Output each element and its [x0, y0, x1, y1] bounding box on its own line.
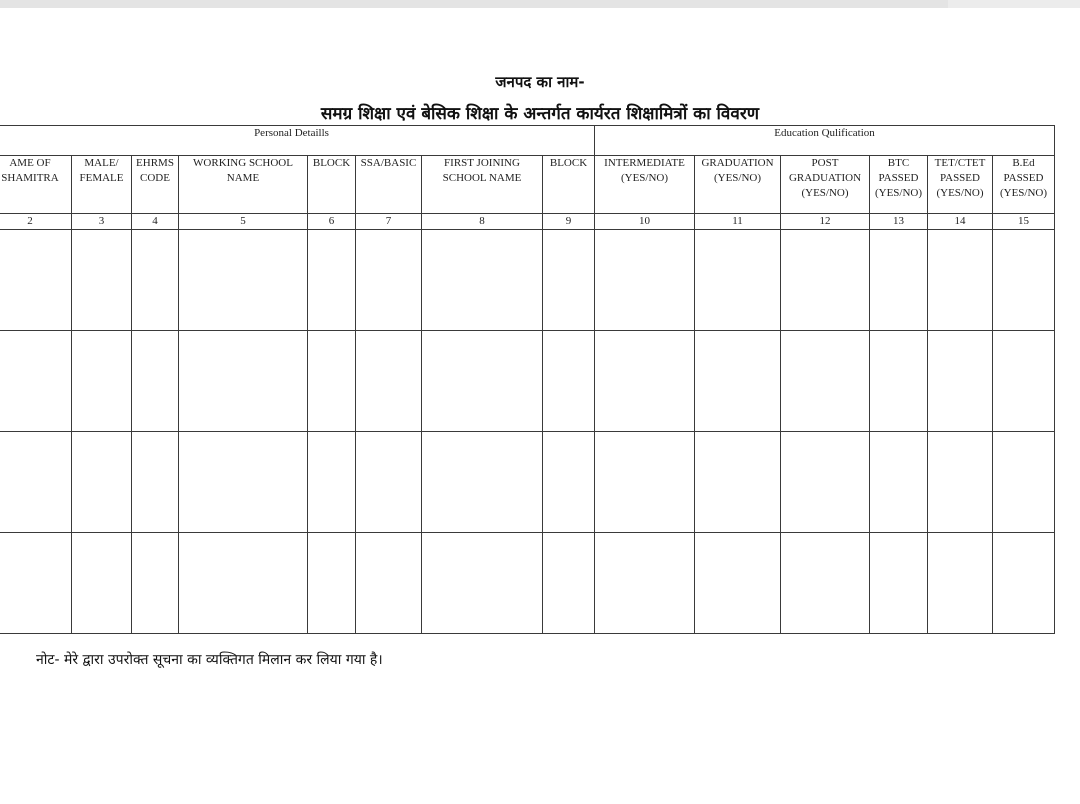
empty-cell [422, 533, 543, 634]
col-header-gender: MALE/ FEMALE [72, 156, 132, 214]
table-row [0, 230, 1055, 331]
col-header-intermediate: INTERMEDIATE (YES/NO) [595, 156, 695, 214]
empty-cell [0, 230, 72, 331]
empty-cell [356, 331, 422, 432]
empty-cell [870, 230, 928, 331]
col-number: 2 [0, 214, 72, 230]
col-header-btc: BTC PASSED (YES/NO) [870, 156, 928, 214]
empty-cell [595, 331, 695, 432]
col-number: 7 [356, 214, 422, 230]
col-number: 5 [179, 214, 308, 230]
empty-cell [179, 432, 308, 533]
empty-cell [356, 230, 422, 331]
col-number: 13 [870, 214, 928, 230]
empty-cell [543, 230, 595, 331]
empty-cell [595, 533, 695, 634]
table-row [0, 533, 1055, 634]
verification-note: नोट- मेरे द्वारा उपरोक्त सूचना का व्यक्तिगत मिलान कर लिया गया है। [36, 652, 383, 668]
group-education-qualification: Education Qulification [595, 126, 1055, 156]
empty-cell [781, 533, 870, 634]
empty-cell [422, 331, 543, 432]
col-header-tet-ctet: TET/CTET PASSED (YES/NO) [928, 156, 993, 214]
col-header-graduation: GRADUATION (YES/NO) [695, 156, 781, 214]
empty-cell [132, 331, 179, 432]
empty-cell [356, 533, 422, 634]
empty-cell [308, 230, 356, 331]
col-header-ssa-basic: SSA/BASIC [356, 156, 422, 214]
col-number: 3 [72, 214, 132, 230]
col-header-name: AME OF SHAMITRA [0, 156, 72, 214]
empty-cell [0, 432, 72, 533]
empty-cell [179, 230, 308, 331]
col-header-joining-block: BLOCK [543, 156, 595, 214]
empty-cell [179, 331, 308, 432]
col-number: 9 [543, 214, 595, 230]
col-number: 10 [595, 214, 695, 230]
empty-cell [72, 230, 132, 331]
empty-cell [72, 533, 132, 634]
col-number: 6 [308, 214, 356, 230]
empty-cell [993, 331, 1055, 432]
empty-cell [695, 230, 781, 331]
col-number: 11 [695, 214, 781, 230]
empty-cell [870, 533, 928, 634]
empty-cell [595, 230, 695, 331]
empty-cell [928, 432, 993, 533]
empty-cell [132, 533, 179, 634]
empty-cell [308, 432, 356, 533]
empty-cell [308, 331, 356, 432]
table-row [0, 432, 1055, 533]
col-number: 12 [781, 214, 870, 230]
empty-cell [993, 230, 1055, 331]
empty-cell [0, 331, 72, 432]
top-strip [0, 0, 1080, 8]
district-name-label: जनपद का नाम- [495, 73, 585, 91]
col-header-working-school: WORKING SCHOOL NAME [179, 156, 308, 214]
empty-cell [356, 432, 422, 533]
empty-cell [595, 432, 695, 533]
empty-cell [695, 331, 781, 432]
empty-cell [781, 331, 870, 432]
empty-cell [422, 230, 543, 331]
empty-cell [870, 432, 928, 533]
empty-cell [543, 432, 595, 533]
empty-cell [993, 432, 1055, 533]
col-number: 4 [132, 214, 179, 230]
shikshamitra-table [0, 125, 1055, 634]
col-number: 15 [993, 214, 1055, 230]
empty-cell [781, 432, 870, 533]
empty-cell [928, 230, 993, 331]
empty-cell [781, 230, 870, 331]
empty-cell [543, 331, 595, 432]
col-number: 8 [422, 214, 543, 230]
empty-cell [132, 432, 179, 533]
empty-cell [695, 432, 781, 533]
col-header-bed: B.Ed PASSED (YES/NO) [993, 156, 1055, 214]
empty-cell [870, 331, 928, 432]
empty-cell [928, 533, 993, 634]
col-number: 14 [928, 214, 993, 230]
empty-cell [132, 230, 179, 331]
empty-cell [422, 432, 543, 533]
col-header-post-graduation: POST GRADUATION (YES/NO) [781, 156, 870, 214]
group-personal-details: Personal Detaills [0, 126, 595, 156]
empty-cell [72, 432, 132, 533]
empty-cell [543, 533, 595, 634]
form-title: समग्र शिक्षा एवं बेसिक शिक्षा के अन्तर्गत कार्यरत शिक्षामित्रों का विवरण [320, 104, 760, 124]
empty-cell [928, 331, 993, 432]
col-header-ehrms-code: EHRMS CODE [132, 156, 179, 214]
empty-cell [179, 533, 308, 634]
col-header-first-joining-school: FIRST JOINING SCHOOL NAME [422, 156, 543, 214]
empty-cell [0, 533, 72, 634]
col-header-block: BLOCK [308, 156, 356, 214]
empty-cell [72, 331, 132, 432]
empty-cell [308, 533, 356, 634]
empty-cell [993, 533, 1055, 634]
table-row [0, 331, 1055, 432]
empty-cell [695, 533, 781, 634]
